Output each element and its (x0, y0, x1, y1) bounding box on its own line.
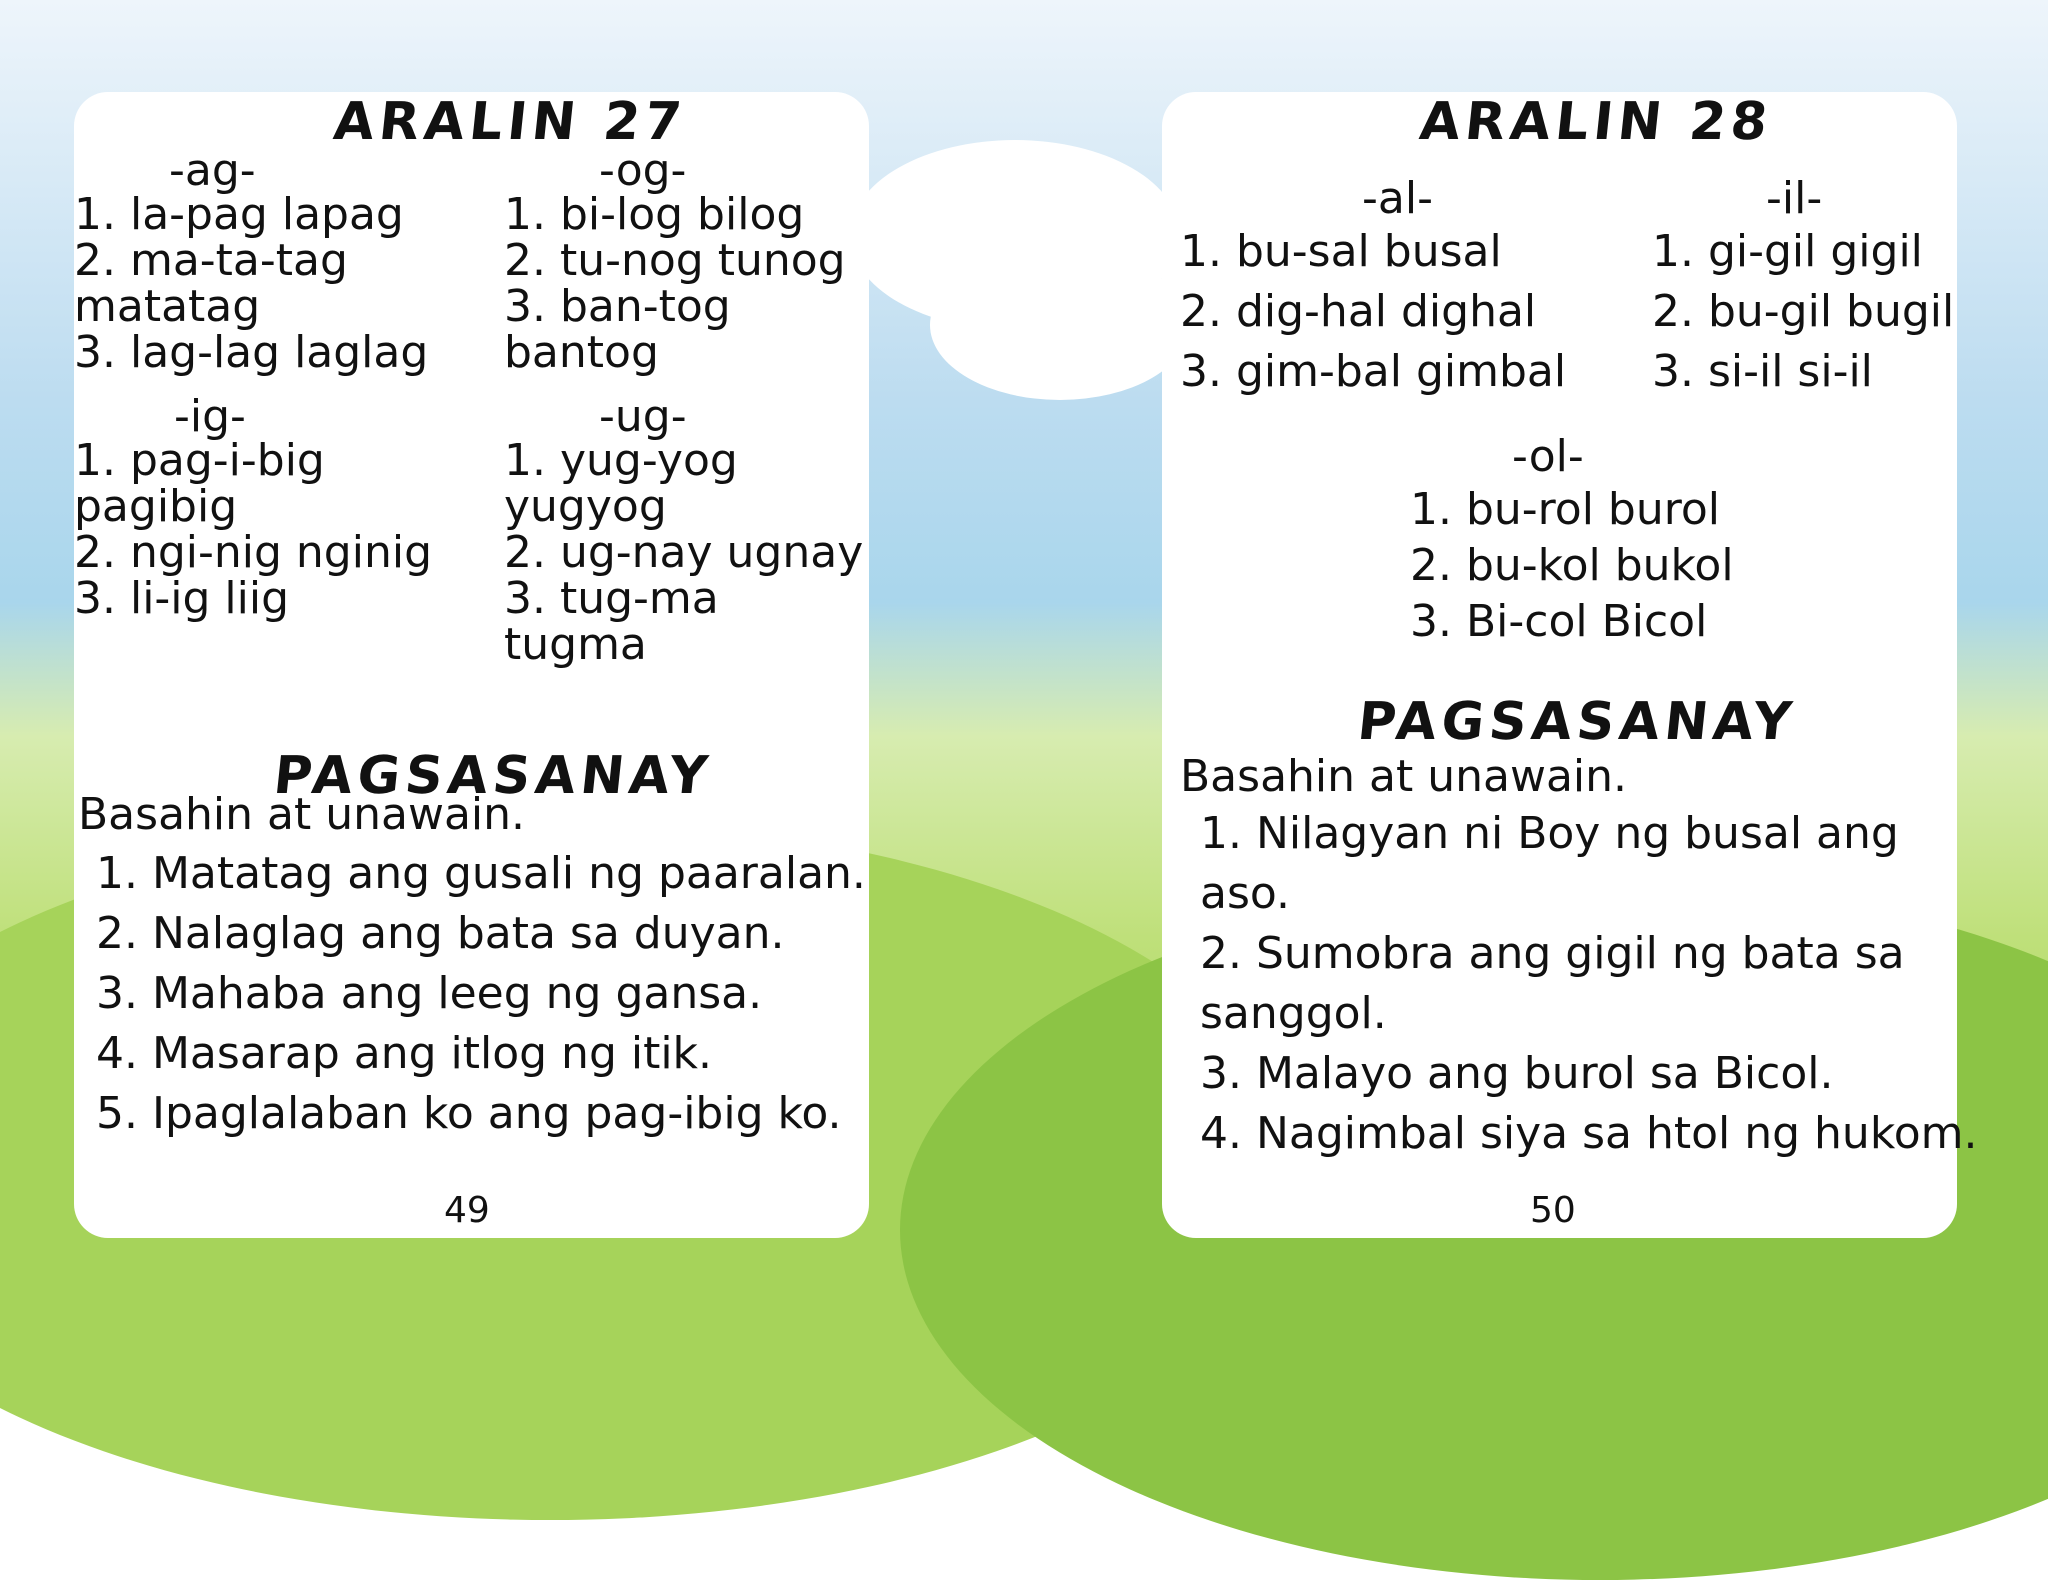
list-item: 3. Malayo ang burol sa Bicol. (1200, 1048, 1834, 1099)
list-item: 1. bu-rol burol (1410, 484, 1720, 535)
page-number: 50 (1530, 1190, 1576, 1231)
list-item: 2. dig-hal dighal (1180, 286, 1537, 337)
group-og-lines (504, 189, 846, 378)
list-item: 3. gim-bal gimbal (1180, 346, 1567, 397)
list-item: sanggol. (1200, 988, 1387, 1039)
group-al-lines (1180, 222, 1566, 402)
list-item: 2. tu-nog tunog (504, 235, 846, 286)
group-heading-ol: -ol- (1512, 431, 1584, 482)
right-instruction: Basahin at unawain. (1180, 751, 1628, 802)
list-item: 2. bu-kol bukol (1410, 540, 1734, 591)
group-ug-lines (504, 435, 864, 670)
list-item: 3. tug-ma (504, 573, 719, 624)
list-item: bantog (504, 327, 659, 378)
list-item: 1. yug-yog (504, 435, 738, 486)
group-ol-lines (1410, 482, 1734, 650)
list-item: 4. Nagimbal siya sa htol ng hukom. (1200, 1108, 1978, 1159)
list-item: 1. bu-sal busal (1180, 226, 1502, 277)
left-instruction: Basahin at unawain. (78, 789, 526, 840)
list-item: 3. si-il si-il (1652, 346, 1873, 397)
list-item: tugma (504, 619, 647, 670)
list-item: 5. Ipaglalaban ko ang pag-ibig ko. (96, 1088, 842, 1139)
left-sentences (96, 844, 866, 1144)
right-sentences (1200, 804, 1978, 1164)
group-ig-lines (74, 435, 432, 624)
list-item: pagibig (74, 481, 238, 532)
list-item: 2. Sumobra ang gigil ng bata sa (1200, 928, 1905, 979)
list-item: 4. Masarap ang itlog ng itik. (96, 1028, 713, 1079)
list-item: 1. Nilagyan ni Boy ng busal ang (1200, 808, 1899, 859)
left-page-title: ARALIN 27 (330, 92, 690, 152)
list-item: 3. Mahaba ang leeg ng gansa. (96, 968, 763, 1019)
right-page (1162, 92, 1978, 1238)
list-item: 1. Matatag ang gusali ng paaralan. (96, 848, 866, 899)
list-item: 2. bu-gil bugil (1652, 286, 1955, 337)
list-item: aso. (1200, 868, 1291, 919)
list-item: 3. lag-lag laglag (74, 327, 429, 378)
list-item: 2. ma-ta-tag (74, 235, 348, 286)
right-page-title: ARALIN 28 (1416, 92, 1776, 152)
list-item: 3. Bi-col Bicol (1410, 596, 1708, 647)
right-practice-title: PAGSASANAY (1354, 692, 1800, 752)
list-item: 1. gi-gil gigil (1652, 226, 1923, 277)
list-item: 3. li-ig liig (74, 573, 290, 624)
group-heading-ug: -ug- (599, 391, 687, 442)
list-item: 1. pag-i-big (74, 435, 325, 486)
list-item: 2. Nalaglag ang bata sa duyan. (96, 908, 785, 959)
list-item: 1. la-pag lapag (74, 189, 404, 240)
group-il-lines (1652, 222, 1954, 402)
group-heading-ig: -ig- (174, 391, 246, 442)
page-number: 49 (444, 1190, 490, 1231)
list-item: 1. bi-log bilog (504, 189, 805, 240)
list-item: 2. ug-nay ugnay (504, 527, 864, 578)
group-ag-lines (74, 189, 429, 378)
group-heading-il: -il- (1766, 173, 1823, 224)
list-item: matatag (74, 281, 261, 332)
group-heading-al: -al- (1362, 173, 1433, 224)
group-heading-og: -og- (599, 145, 687, 196)
cloud (930, 250, 1190, 400)
list-item: 3. ban-tog (504, 281, 731, 332)
left-practice-title: PAGSASANAY (270, 746, 716, 806)
list-item: 2. ngi-nig nginig (74, 527, 432, 578)
left-page (74, 92, 869, 1238)
group-heading-ag: -ag- (169, 145, 256, 196)
list-item: yugyog (504, 481, 667, 532)
